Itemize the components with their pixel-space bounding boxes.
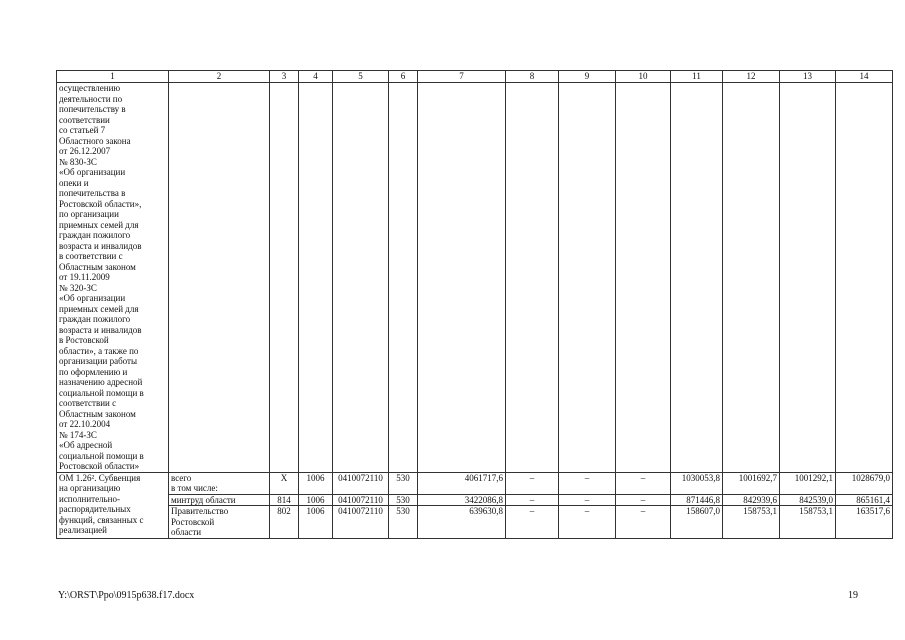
col-header-12: 12	[723, 71, 780, 83]
row-category: всего в том числе:	[169, 472, 270, 494]
column-number-row	[57, 71, 893, 83]
page-number: 19	[848, 590, 858, 601]
item-description: ОМ 1.26². Субвенция на организацию исполнительно- распорядительных функций, связанных с реализацией	[57, 472, 169, 538]
col-header-11: 11	[671, 71, 723, 83]
table-row: Правительство Ростовской области 802 1006 0410072110 530 639630,8 – – – 158607,0 158753,1 158753,1 163517,6	[57, 506, 893, 539]
row-category: Правительство Ростовской области	[169, 506, 270, 539]
row-category: минтруд области	[169, 494, 270, 506]
col-header-1: 1	[57, 71, 169, 83]
col-header-14: 14	[836, 71, 893, 83]
col-header-2: 2	[169, 71, 270, 83]
continued-description: осуществлению деятельности по попечительству в соответствии со статьей 7 Областного закона от 26.12.2007 № 830-ЗС «Об организации опеки и попечительства в Ростовской области», по организации приемных семей для граждан пожилого возраста и инвалидов в соответствии с Областным законом от 19.11.2009 № 320-ЗС «Об организации приемных семей для граждан пожилого возраста и инвалидов в Ростовской области», а также по организации работы по оформлению и назначению адресной социальной помощи в соответствии с Областным законом от 22.10.2004 № 174-ЗС «Об адресной социальной помощи в Ростовской области»	[57, 83, 169, 473]
table-row: ОМ 1.26². Субвенция на организацию исполнительно- распорядительных функций, связанных с реализацией всего в том числе: Х 1006 0410072110 530 4061717,6 – – – 1030053,8 1001692,7 1001292,1 1028679,0	[57, 472, 893, 494]
table-row: минтруд области 814 1006 0410072110 530 3422086,8 – – – 871446,8 842939,6 842539,0 865161,4	[57, 494, 893, 506]
col-header-4: 4	[299, 71, 333, 83]
col-header-10: 10	[616, 71, 671, 83]
col-header-7: 7	[418, 71, 506, 83]
col-header-5: 5	[333, 71, 389, 83]
col-header-8: 8	[506, 71, 559, 83]
col-header-9: 9	[559, 71, 616, 83]
continued-row	[57, 83, 893, 473]
footer-filename: Y:\ORST\Ppo\0915p638.f17.docx	[58, 590, 195, 601]
col-header-13: 13	[780, 71, 836, 83]
col-header-6: 6	[389, 71, 418, 83]
budget-table	[56, 70, 893, 539]
col-header-3: 3	[270, 71, 299, 83]
